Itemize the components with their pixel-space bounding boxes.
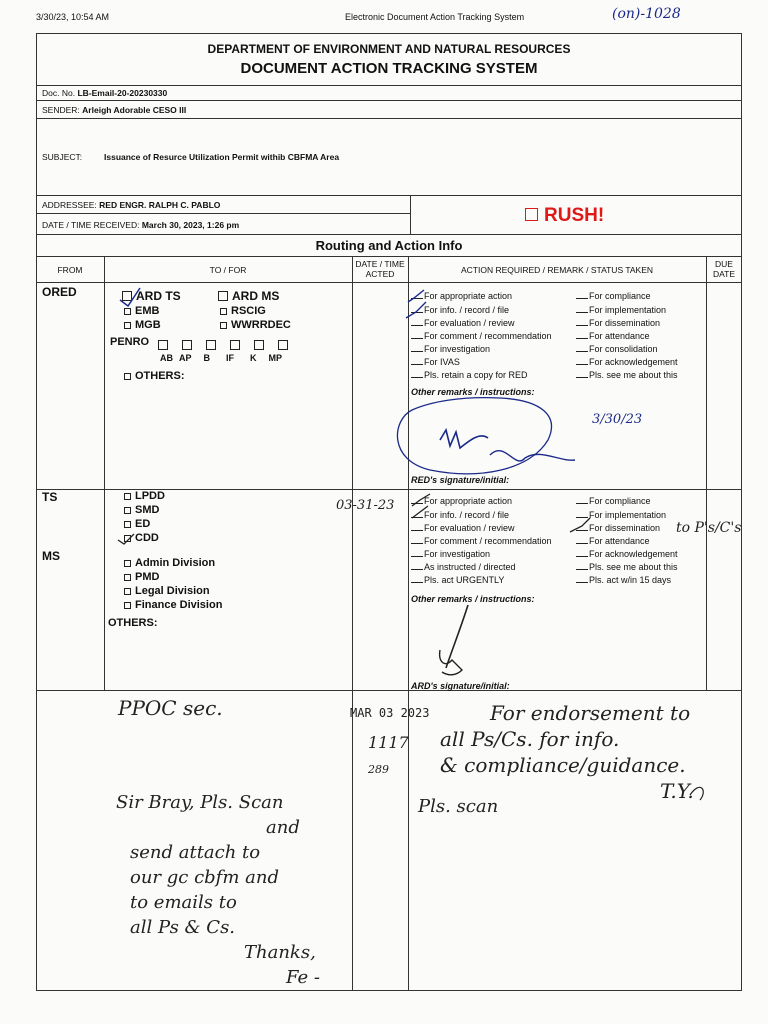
ored-action-investigation[interactable]: For investigation bbox=[411, 344, 490, 354]
received-stamp-number: 289 bbox=[368, 763, 389, 776]
ored-action-see-me[interactable]: Pls. see me about this bbox=[576, 370, 678, 380]
option-ard-ms[interactable]: ARD MS bbox=[218, 289, 279, 303]
ored-action-attendance[interactable]: For attendance bbox=[576, 331, 650, 341]
option-pmd[interactable]: PMD bbox=[124, 571, 159, 583]
checkbox-icon[interactable] bbox=[124, 560, 131, 567]
ored-action-compliance[interactable]: For compliance bbox=[576, 291, 651, 301]
from-ms: MS bbox=[42, 549, 60, 563]
col-to-for: TO / FOR bbox=[209, 265, 247, 275]
date-received: DATE / TIME RECEIVED: March 30, 2023, 1:26 pm bbox=[42, 220, 240, 230]
ts-action-evaluation[interactable]: For evaluation / review bbox=[411, 523, 515, 533]
ts-action-investigation[interactable]: For investigation bbox=[411, 549, 490, 559]
ored-action-ivas[interactable]: For IVAS bbox=[411, 357, 460, 367]
ts-action-compliance[interactable]: For compliance bbox=[576, 496, 651, 506]
subject-label: SUBJECT: bbox=[42, 152, 83, 162]
option-wwrrdec[interactable]: WWRRDEC bbox=[220, 319, 291, 331]
option-ts-others[interactable]: OTHERS: bbox=[108, 617, 158, 629]
option-others[interactable]: OTHERS: bbox=[124, 370, 185, 382]
subject: Issuance of Resurce Utilization Permit withib CBFMA Area bbox=[104, 152, 340, 162]
ts-action-acknowledgement[interactable]: For acknowledgement bbox=[576, 549, 678, 559]
ts-action-as-instructed[interactable]: As instructed / directed bbox=[411, 562, 516, 572]
col-action: ACTION REQUIRED / REMARK / STATUS TAKEN bbox=[460, 265, 654, 275]
from-ored: ORED bbox=[42, 285, 77, 299]
print-system-name: Electronic Document Action Tracking System bbox=[345, 12, 525, 22]
ored-action-implementation[interactable]: For implementation bbox=[576, 305, 666, 315]
doc-number: Doc. No. LB-Email-20-20230330 bbox=[42, 88, 168, 98]
sender: SENDER: Arleigh Adorable CESO III bbox=[42, 105, 187, 115]
received-stamp-date: MAR 03 2023 bbox=[350, 706, 430, 720]
option-rscig[interactable]: RSCIG bbox=[220, 305, 266, 317]
ored-action-consolidation[interactable]: For consolidation bbox=[576, 344, 658, 354]
ts-action-info[interactable]: For info. / record / file bbox=[411, 510, 509, 520]
endorsement-note: For endorsement to all Ps/Cs. for info. & compliance/guidance. T.Y. bbox=[440, 701, 694, 803]
checkbox-icon[interactable] bbox=[124, 602, 131, 609]
option-admin-division[interactable]: Admin Division bbox=[124, 557, 215, 569]
checkbox-icon[interactable] bbox=[124, 507, 131, 514]
ts-action-comment[interactable]: For comment / recommendation bbox=[411, 536, 552, 546]
col-due-date: DUE DATE bbox=[712, 259, 736, 279]
department-title: DEPARTMENT OF ENVIRONMENT AND NATURAL RESOURCES bbox=[207, 42, 571, 56]
from-ts: TS bbox=[42, 490, 58, 504]
ored-action-retain-copy[interactable]: Pls. retain a copy for RED bbox=[411, 370, 528, 380]
scan-note: Pls. scan bbox=[418, 796, 499, 817]
ored-remarks-label: Other remarks / instructions: bbox=[411, 387, 535, 397]
ts-action-dissemination[interactable]: For dissemination bbox=[576, 523, 660, 533]
ts-action-15-days[interactable]: Pls. act w/in 15 days bbox=[576, 575, 671, 585]
received-stamp-time: 1117 bbox=[368, 733, 409, 752]
col-date-time-acted: DATE / TIME ACTED bbox=[355, 259, 405, 279]
checkbox-icon[interactable] bbox=[124, 521, 131, 528]
col-from: FROM bbox=[57, 265, 83, 275]
bottom-from-note: PPOC sec. bbox=[118, 696, 223, 720]
dissemination-note: to P's/C's bbox=[676, 520, 742, 536]
ored-action-comment[interactable]: For comment / recommendation bbox=[411, 331, 552, 341]
ts-action-appropriate[interactable]: For appropriate action bbox=[411, 496, 512, 506]
rush-marker: RUSH! bbox=[525, 205, 604, 227]
option-finance-division[interactable]: Finance Division bbox=[124, 599, 222, 611]
option-lpdd[interactable]: LPDD bbox=[124, 490, 165, 502]
routing-title: Routing and Action Info bbox=[315, 238, 463, 253]
ored-handwritten-date: 3/30/23 bbox=[592, 412, 643, 427]
penro-codes: AB AP B IF K MP bbox=[160, 353, 283, 363]
option-legal-division[interactable]: Legal Division bbox=[124, 585, 210, 597]
option-penro: PENRO bbox=[110, 336, 150, 348]
ts-action-urgent[interactable]: Pls. act URGENTLY bbox=[411, 575, 504, 585]
ored-action-dissemination[interactable]: For dissemination bbox=[576, 318, 660, 328]
ored-action-evaluation[interactable]: For evaluation / review bbox=[411, 318, 515, 328]
checkbox-icon[interactable] bbox=[124, 574, 131, 581]
checkbox-icon[interactable] bbox=[124, 588, 131, 595]
addressee: ADDRESSEE: RED ENGR. RALPH C. PABLO bbox=[42, 200, 221, 210]
ored-action-acknowledgement[interactable]: For acknowledgement bbox=[576, 357, 678, 367]
ored-action-info[interactable]: For info. / record / file bbox=[411, 305, 509, 315]
memo-note: Sir Bray, Pls. Scan and send attach to our gc cbfm and to emails to all Ps & Cs. Thanks, Fe - bbox=[116, 792, 320, 988]
option-emb[interactable]: EMB bbox=[124, 305, 159, 317]
checkbox-checked-icon[interactable] bbox=[124, 535, 131, 542]
print-timestamp: 3/30/23, 10:54 AM bbox=[36, 12, 110, 22]
system-title: DOCUMENT ACTION TRACKING SYSTEM bbox=[240, 60, 538, 77]
red-signature-label: RED's signature/initial: bbox=[411, 475, 510, 485]
option-mgb[interactable]: MGB bbox=[124, 319, 161, 331]
option-ed[interactable]: ED bbox=[124, 518, 150, 530]
handwritten-reference: (on)-1028 bbox=[612, 6, 681, 22]
option-ard-ts[interactable]: ARD TS bbox=[122, 289, 181, 303]
ored-action-appropriate[interactable]: For appropriate action bbox=[411, 291, 512, 301]
ts-action-see-me[interactable]: Pls. see me about this bbox=[576, 562, 678, 572]
ts-date-acted: 03-31-23 bbox=[336, 498, 395, 513]
ts-action-implementation[interactable]: For implementation bbox=[576, 510, 666, 520]
option-smd[interactable]: SMD bbox=[124, 504, 159, 516]
ts-action-attendance[interactable]: For attendance bbox=[576, 536, 650, 546]
option-cdd[interactable]: CDD bbox=[124, 532, 159, 544]
checkbox-icon[interactable] bbox=[124, 493, 131, 500]
ard-signature-label: ARD's signature/initial: bbox=[411, 681, 510, 691]
ts-remarks-label: Other remarks / instructions: bbox=[411, 594, 535, 604]
